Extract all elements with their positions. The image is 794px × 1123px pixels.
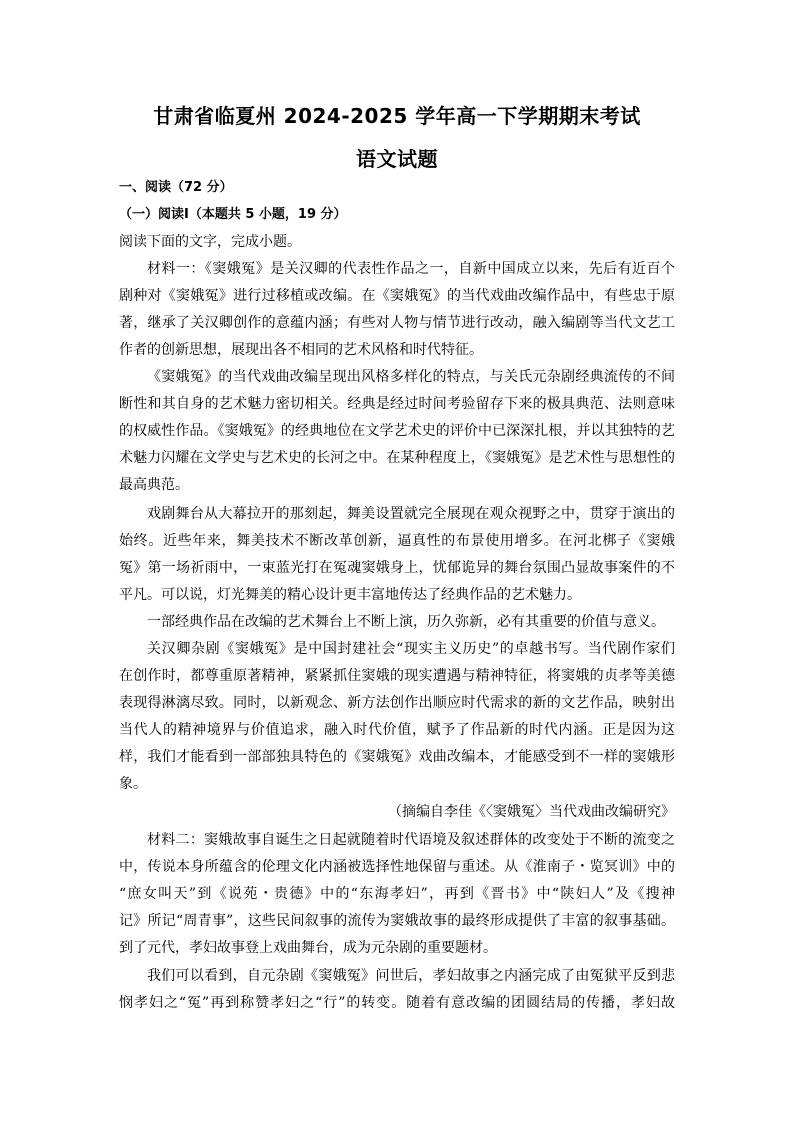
paragraph-line: 象。 — [119, 776, 147, 792]
paragraph-line: 剧种对《窦娥冤》进行过移植或改编。在《窦娥冤》的当代戏曲改编作品中，有些忠于原 — [119, 288, 675, 304]
paragraph-line: 在创作时，都尊重原著精神，紧紧抓住窦娥的现实遭遇与精神特征，将窦娥的贞孝等美德 — [119, 668, 675, 684]
source-citation: （摘编自李佳《〈窦娥冤〉当代戏曲改编研究》 — [388, 804, 675, 820]
paragraph-line: 材料二：窦娥故事自诞生之日起就随着时代语境及叙述群体的改变处于不断的流变之 — [147, 832, 675, 848]
paragraph-line: “庶女叫天”到《说苑・贵德》中的“东海孝妇”，再到《晋书》中“陕妇人”及《搜神 — [119, 886, 675, 902]
paragraph-line: 始终。近些年来，舞美技术不断改革创新，逼真性的布景使用增多。在河北梆子《窦娥 — [119, 533, 675, 549]
paragraph-line: 平凡。可以说，灯光舞美的精心设计更丰富地传达了经典作品的艺术魅力。 — [119, 587, 581, 603]
paragraph-line: 记》所记“周青事”，这些民间叙事的流传为窦娥故事的最终形成提供了丰富的叙事基础。 — [119, 913, 675, 929]
paragraph-line: 悯孝妇之“冤”再到称赞孝妇之“行”的转变。随着有意改编的团圆结局的传播，孝妇故 — [119, 995, 675, 1011]
paragraph-line: 的权威性作品。《窦娥冤》的经典地位在文学艺术史的评价中已深深扎根，并以其独特的艺 — [119, 423, 675, 439]
paragraph-line: 中，传说本身所蕴含的伦理文化内涵被选择性地保留与重述。从《淮南子・览冥训》中的 — [119, 859, 675, 875]
paragraph-line: 关汉卿杂剧《窦娥冤》是中国封建社会“现实主义历史”的卓越书写。当代剧作家们 — [147, 641, 675, 657]
paragraph-line: 冤》第一场祈雨中，一束蓝光打在冤魂窦娥身上，忧郁诡异的舞台氛围凸显故事案件的不 — [119, 560, 675, 576]
paragraph-line: 表现得淋漓尽致。同时，以新观念、新方法创作出顺应时代需求的新的文艺作品，映射出 — [119, 695, 675, 711]
paragraph-line: 当代人的精神境界与价值追求，融入时代价值，赋予了作品新的时代内涵。正是因为这 — [119, 722, 675, 738]
paragraph-line: 断性和其自身的艺术魅力密切相关。经典是经过时间考验留存下来的极具典范、法则意味 — [119, 396, 675, 412]
page-title: 甘肃省临夏州 2024-2025 学年高一下学期期末考试 — [153, 104, 641, 128]
paragraph-line: 术魅力闪耀在文学史与艺术史的长河之中。在某种程度上，《窦娥冤》是艺术性与思想性的 — [119, 450, 675, 466]
instruction-text: 阅读下面的文字，完成小题。 — [119, 234, 301, 250]
section-subheading: （一）阅读Ⅰ（本题共 5 小题，19 分） — [119, 207, 347, 222]
paragraph-line: 《窦娥冤》的当代戏曲改编呈现出风格多样化的特点，与关氏元杂剧经典流传的不间 — [147, 369, 675, 385]
paragraph-line: 材料一：《窦娥冤》是关汉卿的代表性作品之一，自新中国成立以来，先后有近百个 — [147, 261, 675, 277]
paragraph-line: 样，我们才能看到一部部独具特色的《窦娥冤》戏曲改编本，才能感受到不一样的窦娥形 — [119, 749, 675, 765]
section-heading: 一、阅读（72 分） — [119, 180, 233, 195]
paragraph-line: 著，继承了关汉卿创作的意蕴内涵；有些对人物与情节进行改动，融入编剧等当代文艺工 — [119, 315, 675, 331]
paragraph-line: 我们可以看到，自元杂剧《窦娥冤》问世后，孝妇故事之内涵完成了由冤狱平反到悲 — [147, 968, 675, 984]
page-subtitle: 语文试题 — [356, 147, 438, 171]
paragraph-line: 到了元代，孝妇故事登上戏曲舞台，成为元杂剧的重要题材。 — [119, 940, 497, 956]
paragraph-line: 戏剧舞台从大幕拉开的那刻起，舞美设置就完全展现在观众视野之中，贯穿于演出的 — [147, 506, 675, 522]
paragraph-line: 作者的创新思想，展现出各不相同的艺术风格和时代特征。 — [119, 342, 483, 358]
paragraph-line: 一部经典作品在改编的艺术舞台上不断上演，历久弥新，必有其重要的价值与意义。 — [147, 614, 665, 630]
paragraph-line: 最高典范。 — [119, 477, 189, 493]
